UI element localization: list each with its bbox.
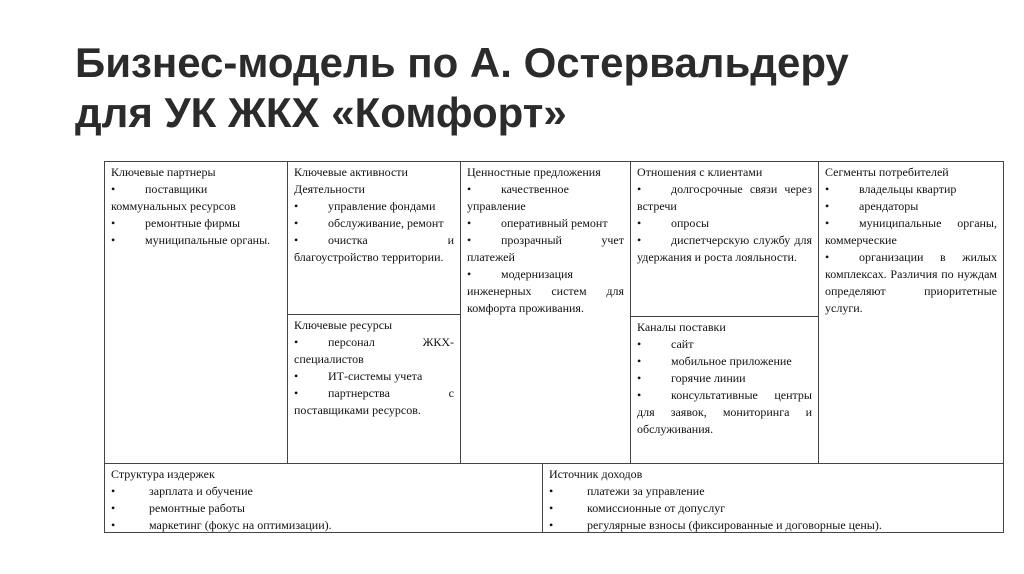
bullet-icon: • <box>825 199 830 213</box>
list-item-text: консультативные центры для заявок, мониторинга и обслуживания. <box>637 388 812 436</box>
bullet-icon: • <box>294 233 299 247</box>
cell-heading: Отношения с клиентами <box>637 165 763 179</box>
list-item <box>111 232 281 249</box>
list-item <box>549 517 997 534</box>
bullet-icon: • <box>111 518 116 532</box>
bullet-icon: • <box>637 216 642 230</box>
cell-heading: Структура издержек <box>111 467 215 481</box>
list-item <box>637 232 812 266</box>
list-item-text: мобильное приложение <box>671 354 792 368</box>
bullet-icon: • <box>637 371 642 385</box>
bullet-icon: • <box>467 233 472 247</box>
list-item <box>294 232 454 266</box>
list-item <box>637 353 812 370</box>
bullet-icon: • <box>111 484 116 498</box>
cell-heading: Ключевые партнеры <box>111 165 216 179</box>
list-item <box>111 215 281 232</box>
bullet-icon: • <box>294 199 299 213</box>
list-item-text: сайт <box>671 337 694 351</box>
list-item <box>467 232 624 266</box>
list-item <box>549 483 997 500</box>
bullet-icon: • <box>549 484 554 498</box>
list-item-text: диспетчерскую службу для удержания и роста лояльности. <box>637 233 812 264</box>
bullet-icon: • <box>294 369 299 383</box>
list-item-text: модернизация инженерных систем для комфорта проживания. <box>467 267 624 315</box>
list-item <box>294 368 454 385</box>
list-item-text: арендаторы <box>859 199 919 213</box>
cell-heading: Ценностные предложения <box>467 165 601 179</box>
bullet-icon: • <box>467 216 472 230</box>
list-item <box>467 181 624 215</box>
customer-segments-cell <box>818 161 1004 464</box>
cell-heading: Ключевые ресурсы <box>294 318 393 332</box>
list-item-text: ремонтные фирмы <box>145 216 241 230</box>
list-item-text: платежи за управление <box>587 484 705 498</box>
bullet-icon: • <box>637 233 642 247</box>
bullet-icon: • <box>549 518 554 532</box>
list-item <box>294 215 454 232</box>
list-item <box>825 249 997 317</box>
list-item <box>111 483 536 500</box>
bullet-icon: • <box>467 182 472 196</box>
bullet-icon: • <box>549 501 554 515</box>
list-item-text: комиссионные от допуслуг <box>587 501 726 515</box>
list-item-text: опросы <box>671 216 710 230</box>
key-partners-cell <box>104 161 288 464</box>
list-item-text: муниципальные органы, коммерческие <box>825 216 997 247</box>
list-item-text: управление фондами <box>328 199 436 213</box>
list-item <box>825 181 997 198</box>
list-item <box>549 500 997 517</box>
value-propositions-cell <box>460 161 631 464</box>
channels-cell <box>630 316 819 464</box>
list-item <box>111 517 536 534</box>
cell-heading: Сегменты потребителей <box>825 165 949 179</box>
bullet-icon: • <box>294 335 299 349</box>
list-item <box>111 181 281 215</box>
revenue-streams-cell <box>542 463 1004 533</box>
list-item-text: персонал ЖКХ-специалистов <box>294 335 454 366</box>
list-item-text: партнерства с поставщиками ресурсов. <box>294 386 454 417</box>
list-item-text: организации в жилых комплексах. Различия по нуждам определяют приоритетные услуги. <box>825 250 997 315</box>
list-item-text: оперативный ремонт <box>501 216 608 230</box>
bullet-icon: • <box>111 233 116 247</box>
cell-heading: Ключевые активности Деятельности <box>294 165 408 196</box>
list-item-text: зарплата и обучение <box>149 484 253 498</box>
list-item-text: качественное управление <box>467 182 569 213</box>
list-item-text: ремонтные работы <box>149 501 245 515</box>
list-item <box>637 387 812 438</box>
list-item <box>637 181 812 215</box>
list-item-text: прозрачный учет платежей <box>467 233 624 264</box>
customer-relationships-cell <box>630 161 819 317</box>
bullet-icon: • <box>825 216 830 230</box>
list-item <box>637 336 812 353</box>
bullet-icon: • <box>294 216 299 230</box>
key-activities-cell <box>287 161 461 315</box>
list-item-text: горячие линии <box>671 371 746 385</box>
bullet-icon: • <box>111 501 116 515</box>
list-item-text: регулярные взносы (фиксированные и договорные цены). <box>587 518 882 532</box>
cost-structure-cell <box>104 463 543 533</box>
list-item <box>825 215 997 249</box>
bullet-icon: • <box>825 250 830 264</box>
bullet-icon: • <box>294 386 299 400</box>
list-item-text: поставщики коммунальных ресурсов <box>111 182 236 213</box>
cell-heading: Каналы поставки <box>637 320 726 334</box>
bullet-icon: • <box>637 182 642 196</box>
list-item-text: владельцы квартир <box>859 182 957 196</box>
bullet-icon: • <box>467 267 472 281</box>
list-item <box>637 370 812 387</box>
list-item <box>637 215 812 232</box>
list-item <box>294 385 454 419</box>
slide-title-line-1: Бизнес-модель по А. Остервальдеру <box>75 39 849 86</box>
list-item-text: долгосрочные связи через встречи <box>637 182 812 213</box>
bullet-icon: • <box>111 182 116 196</box>
bullet-icon: • <box>825 182 830 196</box>
list-item-text: очистка и благоустройство территории. <box>294 233 454 264</box>
list-item-text: муниципальные органы. <box>145 233 271 247</box>
list-item-text: обслуживание, ремонт <box>328 216 444 230</box>
list-item <box>467 266 624 317</box>
list-item <box>294 198 454 215</box>
bullet-icon: • <box>637 388 642 402</box>
bullet-icon: • <box>637 337 642 351</box>
key-resources-cell <box>287 314 461 464</box>
slide-title <box>75 38 849 138</box>
list-item-text: ИТ-системы учета <box>328 369 423 383</box>
list-item <box>467 215 624 232</box>
slide-title-line-2: для УК ЖКХ «Комфорт» <box>75 89 567 136</box>
list-item-text: маркетинг (фокус на оптимизации). <box>149 518 332 532</box>
bullet-icon: • <box>637 354 642 368</box>
list-item <box>825 198 997 215</box>
cell-heading: Источник доходов <box>549 467 643 481</box>
list-item <box>111 500 536 517</box>
bullet-icon: • <box>111 216 116 230</box>
list-item <box>294 334 454 368</box>
